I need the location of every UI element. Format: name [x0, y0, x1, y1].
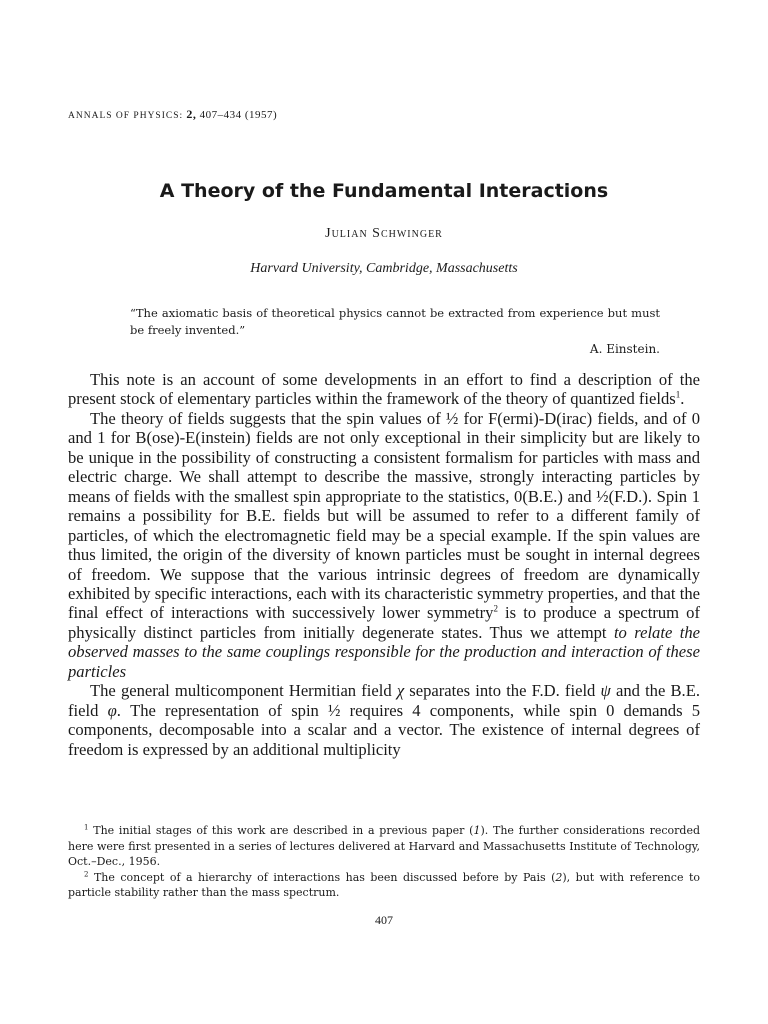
- footnote-1-text-a: The initial stages of this work are described in a previous paper (: [88, 824, 474, 837]
- article-affiliation: Harvard University, Cambridge, Massachusetts: [250, 261, 518, 276]
- paragraph-3: [68, 681, 700, 759]
- paragraph-2-text-b: is to produce a spectrum of physically distinct particles from initially degenerate states. Thus we attempt: [68, 603, 700, 642]
- paragraph-3-text-d: . The representation of spin ½ requires 4 components, while spin 0 demands 5 components, decomposable into a scalar and a vector. The existence of internal degrees of freedom is expressed by an additional multiplicity: [68, 700, 700, 759]
- paragraph-1-end: .: [680, 389, 685, 409]
- footnote-2-ref: 2: [555, 870, 563, 884]
- footnote-ref-2: 2: [493, 603, 498, 614]
- epigraph-quote: “The axiomatic basis of theoretical physics cannot be extracted from experience but must be freely invented.”: [130, 306, 660, 337]
- paragraph-3-text-a: The general multicomponent Hermitian field: [90, 681, 397, 701]
- footnotes: [68, 823, 700, 901]
- article-body: [68, 370, 700, 759]
- page-number: 407: [375, 913, 393, 927]
- chi-symbol: χ: [396, 681, 405, 701]
- article-author: Julian Schwinger: [325, 226, 443, 241]
- paragraph-2-text-a: The theory of fields suggests that the spin values of ½ for F(ermi)-D(irac) fields, and of 0 and 1 for B(ose)-E(instein) fields are not only exceptional in their simplicity but are likely to be unique in the possibility of constructing a consistent formalism for particles with mass and electric charge. We shall attempt to describe the massive, strongly interacting particles by means of fields with the smallest spin appropriate to the statistics, 0(B.E.) and ½(F.D.). Spin 1 remains a possibility for B.E. fields but will be assumed to refer to a different family of particles, of which the electromagnetic field may be a special example. If the spin values are thus limited, the origin of the diversity of known particles must be sought in internal degrees of freedom. We suppose that the various intrinsic degrees of freedom are dynamically exhibited by specific interactions, each with its characteristic symmetry properties, and that the final effect of interactions with successively lower symmetry: [68, 408, 700, 623]
- article-title: A Theory of the Fundamental Interactions: [159, 180, 609, 202]
- footnote-2-text-a: The concept of a hierarchy of interactions has been discussed before by Pais (: [88, 870, 556, 884]
- paragraph-2-italic: to relate the observed masses to the same couplings responsible for the production and interaction of these particles: [68, 622, 700, 681]
- footnote-2: [68, 870, 700, 901]
- footnote-1-text-b: ). The further considerations recorded here were first presented in a series of lectures delivered at Harvard and Massachusetts Institute of Technology, Oct.–Dec., 1956.: [68, 824, 700, 869]
- epigraph-attribution: A. Einstein.: [589, 342, 660, 356]
- journal-volume: 2,: [186, 107, 197, 121]
- paragraph-2: [68, 409, 700, 681]
- footnote-1: [68, 823, 700, 870]
- paragraph-1: [68, 370, 700, 409]
- footnote-ref-1: 1: [675, 389, 681, 400]
- footnote-1-ref: 1: [473, 824, 481, 837]
- journal-citation: [68, 107, 277, 122]
- paragraph-1-text: This note is an account of some developments in an effort to find a description of the present stock of elementary particles within the framework of the theory of quantized fields: [68, 370, 700, 409]
- paragraph-3-text-b: separates into the F.D. field: [404, 681, 601, 701]
- journal-pages-year: 407–434 (1957): [199, 109, 278, 121]
- journal-name: ANNALS OF PHYSICS:: [68, 111, 184, 121]
- phi-symbol: φ: [107, 700, 117, 720]
- footnote-2-mark: 2: [84, 870, 89, 879]
- footnote-2-text-b: ), but with reference to particle stability rather than the mass spectrum.: [68, 870, 700, 900]
- psi-symbol: ψ: [600, 681, 611, 701]
- paragraph-3-text-c: and the B.E. field: [68, 681, 700, 720]
- footnote-1-mark: 1: [84, 823, 89, 832]
